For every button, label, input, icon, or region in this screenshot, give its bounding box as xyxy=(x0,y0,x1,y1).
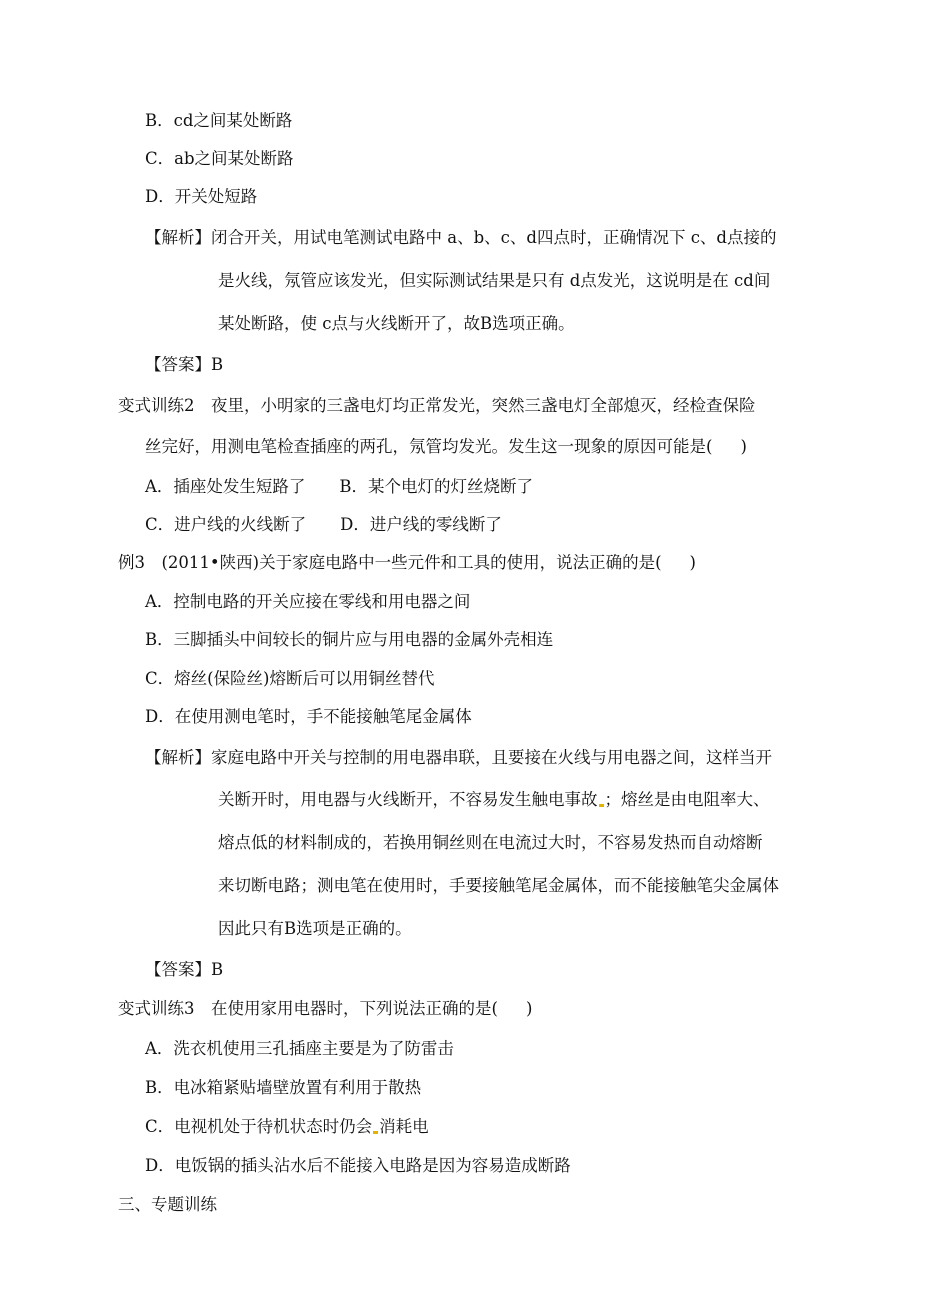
option-c: C．电视机处于待机状态时仍会 消耗电 xyxy=(145,1117,429,1136)
option-row xyxy=(145,514,502,536)
analysis-line xyxy=(145,747,772,769)
option-a: A．控制电路的开关应接在零线和用电器之间 xyxy=(145,592,471,611)
option-c: C．进户线的火线断了 xyxy=(145,515,307,534)
question-stem: 变式训练3 在使用家用电器时，下列说法正确的是( ) xyxy=(118,999,533,1018)
edit-mark xyxy=(373,1131,378,1134)
option-b: B．电冰箱紧贴墙壁放置有利用于散热 xyxy=(145,1078,422,1097)
analysis-line: 熔点低的材料制成的，若换用铜丝则在电流过大时，不容易发热而自动熔断 xyxy=(218,833,763,852)
option-a: A．插座处发生短路了 xyxy=(145,477,306,496)
question-stem: 丝完好，用测电笔检查插座的两孔，氖管均发光。发生这一现象的原因可能是( ) xyxy=(145,437,747,456)
question-stem: 例3 (2011•陕西)关于家庭电路中一些元件和工具的使用，说法正确的是( ) xyxy=(118,553,696,572)
option-a: A．洗衣机使用三孔插座主要是为了防雷击 xyxy=(145,1039,454,1058)
analysis-line: 因此只有B选项是正确的。 xyxy=(218,919,412,938)
option-c: C．ab之间某处断路 xyxy=(145,149,294,168)
analysis-line: 来切断电路；测电笔在使用时，手要接触笔尾金属体，而不能接触笔尖金属体 xyxy=(218,876,779,895)
option-d: D．开关处短路 xyxy=(145,187,258,206)
analysis-line xyxy=(145,227,777,249)
section-heading: 三、专题训练 xyxy=(118,1195,217,1214)
option-c: C．熔丝(保险丝)熔断后可以用铜丝替代 xyxy=(145,669,435,688)
answer-line: 【答案】B xyxy=(145,960,224,979)
analysis-text: 闭合开关，用试电笔测试电路中 a、b、c、d四点时，正确情况下 c、d点接的 xyxy=(211,228,777,247)
option-b: B．cd之间某处断路 xyxy=(145,111,293,130)
option-b: B．三脚插头中间较长的铜片应与用电器的金属外壳相连 xyxy=(145,630,554,649)
question-stem: 变式训练2 夜里，小明家的三盏电灯均正常发光，突然三盏电灯全部熄灭，经检查保险 xyxy=(118,396,756,415)
option-d: D．进户线的零线断了 xyxy=(340,515,502,534)
option-d: D．电饭锅的插头沾水后不能接入电路是因为容易造成断路 xyxy=(145,1156,571,1175)
analysis-line: 某处断路，使 c点与火线断开了，故B选项正确。 xyxy=(218,314,575,333)
option-d: D．在使用测电笔时，手不能接触笔尾金属体 xyxy=(145,707,472,726)
analysis-line: 是火线，氖管应该发光，但实际测试结果是只有 d点发光，这说明是在 cd间 xyxy=(218,271,771,290)
option-row xyxy=(145,476,533,498)
edit-mark xyxy=(599,804,604,807)
answer-line: 【答案】B xyxy=(145,355,224,374)
analysis-tag: 【解析】 xyxy=(145,748,211,767)
analysis-text: 家庭电路中开关与控制的用电器串联，且要接在火线与用电器之间，这样当开 xyxy=(211,748,772,767)
analysis-tag: 【解析】 xyxy=(145,228,211,247)
option-b: B．某个电灯的灯丝烧断了 xyxy=(339,477,534,496)
analysis-line: 关断开时，用电器与火线断开，不容易发生触电事故 ；熔丝是由电阻率大、 xyxy=(218,790,770,809)
